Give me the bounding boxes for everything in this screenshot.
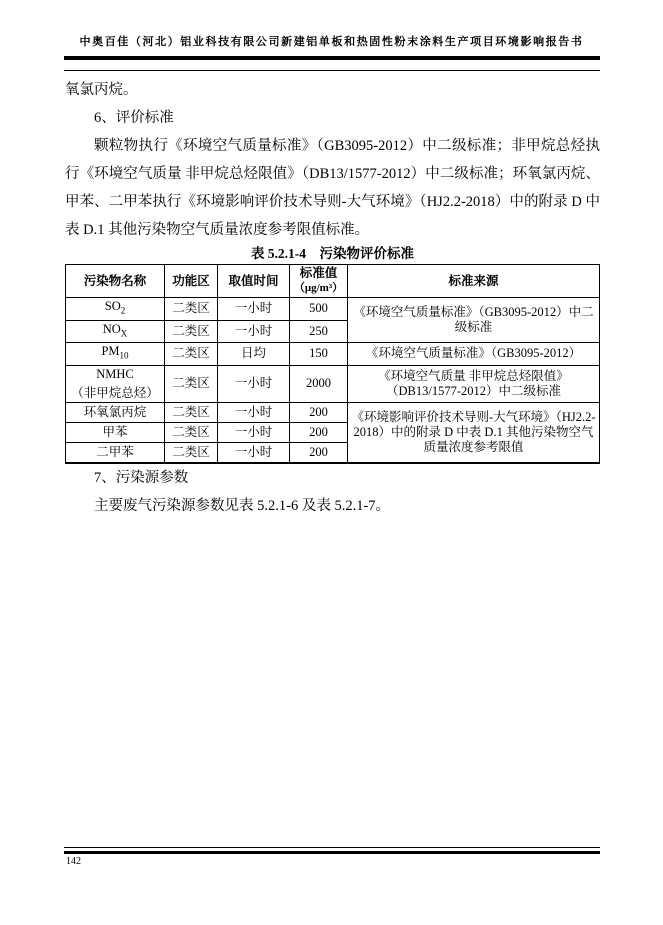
cell-name: $PM_{10}$ bbox=[66, 343, 165, 366]
cell-source-gb3095-secondary: 《环境空气质量标准》（GB3095-2012）中二级标准 bbox=[348, 298, 600, 343]
cell-name: $NO_X$ bbox=[66, 320, 165, 343]
cell-value: 150 bbox=[290, 343, 348, 366]
table-row-nmhc bbox=[66, 365, 600, 403]
cell-name: NMHC （非甲烷总烃） bbox=[66, 365, 165, 403]
cell-value: 500 bbox=[290, 298, 348, 321]
cell-value: 200 bbox=[290, 403, 348, 423]
cell-source-db13: 《环境空气质量 非甲烷总烃限值》（DB13/1577-2012）中二级标准 bbox=[348, 365, 600, 403]
cell-time: 一小时 bbox=[218, 443, 290, 463]
cell-zone: 二类区 bbox=[165, 423, 218, 443]
cell-value: 250 bbox=[290, 320, 348, 343]
cell-name: 环氧氯丙烷 bbox=[66, 403, 165, 423]
cell-zone: 二类区 bbox=[165, 343, 218, 366]
cell-time: 一小时 bbox=[218, 423, 290, 443]
table-row-pm10 bbox=[66, 343, 600, 366]
cell-time: 日均 bbox=[218, 343, 290, 366]
col-header-zone: 功能区 bbox=[165, 265, 218, 298]
cell-source-gb3095: 《环境空气质量标准》（GB3095-2012） bbox=[348, 343, 600, 366]
cell-name-note: （非甲烷总烃） bbox=[71, 386, 159, 400]
cell-zone: 二类区 bbox=[165, 403, 218, 423]
page-number: 142 bbox=[66, 856, 81, 867]
pollutant-standards-table bbox=[65, 264, 600, 464]
cell-name: $SO_2$ bbox=[66, 298, 165, 321]
col-header-time: 取值时间 bbox=[218, 265, 290, 298]
col-header-pollutant-name: 污染物名称 bbox=[66, 265, 165, 298]
cell-value: 200 bbox=[290, 423, 348, 443]
header-rule-thin bbox=[64, 70, 600, 71]
cell-zone: 二类区 bbox=[165, 365, 218, 403]
cell-value: 200 bbox=[290, 443, 348, 463]
cell-time: 一小时 bbox=[218, 365, 290, 403]
cell-zone: 二类区 bbox=[165, 320, 218, 343]
col-header-value bbox=[290, 265, 348, 298]
footer-rule-thick bbox=[64, 851, 600, 854]
paragraph-source-params: 主要废气污染源参数见表 5.2.1-6 及表 5.2.1-7。 bbox=[94, 497, 391, 514]
cell-zone: 二类区 bbox=[165, 443, 218, 463]
cell-name: 二甲苯 bbox=[66, 443, 165, 463]
col-header-source: 标准来源 bbox=[348, 265, 600, 298]
cell-source-hj22-2018: 《环境影响评价技术导则-大气环境》（HJ2.2-2018）中的附录 D 中表 D.1 其他污染物空气质量浓度参考限值 bbox=[348, 403, 600, 463]
cell-time: 一小时 bbox=[218, 298, 290, 321]
paragraph-standards: 颗粒物执行《环境空气质量标准》（GB3095-2012）中二级标准；非甲烷总烃执行《环境空气质量 非甲烷总烃限值》（DB13/1577-2012）中二级标准；环氧氯丙烷、甲苯、二甲苯执行《环境影响评价技术导则-大气环境》（HJ2.2-2018）中的附录 D 中表 D.1 其他污染物空气质量浓度参考限值标准。 bbox=[65, 138, 600, 238]
footer-rule-thin bbox=[64, 847, 600, 848]
cell-zone: 二类区 bbox=[165, 298, 218, 321]
cell-name: 甲苯 bbox=[66, 423, 165, 443]
col-header-value-label: 标准值 bbox=[299, 266, 338, 280]
cell-time: 一小时 bbox=[218, 320, 290, 343]
page-header-title: 中奥百佳（河北）铝业科技有限公司新建铝单板和热固性粉末涂料生产项目环境影响报告书 bbox=[79, 36, 584, 48]
header-rule-thick bbox=[64, 56, 600, 60]
cell-value: 2000 bbox=[290, 365, 348, 403]
heading-evaluation-standards: 6、评价标准 bbox=[94, 110, 174, 126]
document-body bbox=[65, 76, 600, 520]
table-row-epichlorohydrin bbox=[66, 403, 600, 423]
table-caption: 表 5.2.1-4 污染物评价标准 bbox=[250, 246, 415, 261]
table-header-row bbox=[66, 265, 600, 298]
table-row-so2 bbox=[66, 298, 600, 321]
col-header-value-unit: （μg/m³） bbox=[293, 282, 344, 294]
heading-pollution-source-params: 7、污染源参数 bbox=[94, 469, 189, 486]
paragraph-continuation: 氧氯丙烷。 bbox=[65, 82, 138, 98]
cell-time: 一小时 bbox=[218, 403, 290, 423]
